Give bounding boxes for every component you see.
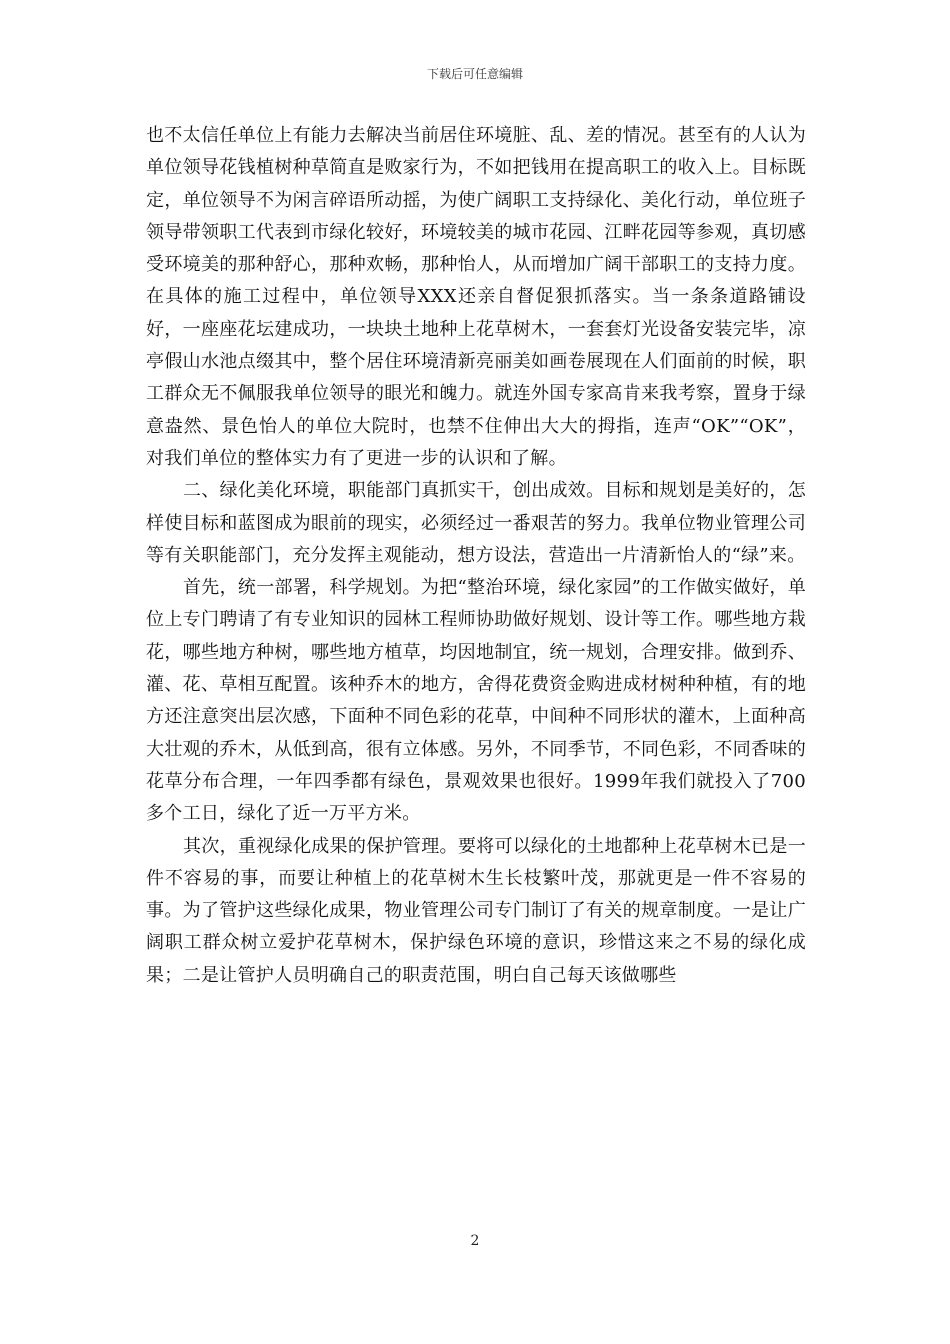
paragraph-3: 首先，统一部署，科学规划。为把“整治环境，绿化家园”的工作做实做好，单位上专门聘请了有专业知识的园林工程师协助做好规划、设计等工作。哪些地方栽花，哪些地方种树，哪些地方植草，均因地制宜，统一规划，合理安排。做到乔、灌、花、草相互配置。该种乔木的地方，舍得花费资金购进成材树种种植，有的地方还注意突出层次感，下面种不同色彩的花草，中间种不同形状的灌木，上面种高大壮观的乔木，从低到高，很有立体感。另外，不同季节，不同色彩，不同香味的花草分布合理，一年四季都有绿色，景观效果也很好。1999年我们就投入了700多个工日，绿化了近一万平方米。	[146, 577, 806, 825]
page-header: 下载后可任意编辑	[426, 67, 523, 81]
paragraph-4: 其次，重视绿化成果的保护管理。要将可以绿化的土地都种上花草树木已是一件不容易的事，而要让种植上的花草树木生长枝繁叶茂，那就更是一件不容易的事。为了管护这些绿化成果，物业管理公司专门制订了有关的规章制度。一是让广阔职工群众树立爱护花草树木，保护绿色环境的意识，珍惜这来之不易的绿化成果；二是让管护人员明确自己的职责范围，明白自己每天该做哪些	[146, 835, 806, 986]
paragraph-1: 也不太信任单位上有能力去解决当前居住环境脏、乱、差的情况。甚至有的人认为单位领导花钱植树种草简直是败家行为，不如把钱用在提高职工的收入上。目标既定，单位领导不为闲言碎语所动摇，为使广阔职工支持绿化、美化行动，单位班子领导带领职工代表到市绿化较好，环境较美的城市花园、江畔花园等参观，真切感受环境美的那种舒心，那种欢畅，那种怡人，从而增加广阔干部职工的支持力度。在具体的施工过程中，单位领导XXX还亲自督促狠抓落实。当一条条道路铺设好，一座座花坛建成功，一块块土地种上花草树木，一套套灯光设备安装完毕，凉亭假山水池点缀其中，整个居住环境清新亮丽美如画卷展现在人们面前的时候，职工群众无不佩服我单位领导的眼光和魄力。就连外国专家高肯来我考察，置身于绿意盎然、景色怡人的单位大院时，也禁不住伸出大大的拇指，连声“OK”“OK”，对我们单位的整体实力有了更进一步的认识和了解。	[146, 125, 806, 469]
page-number: 2	[470, 1233, 480, 1249]
paragraph-2: 二、绿化美化环境，职能部门真抓实干，创出成效。目标和规划是美好的，怎样使目标和蓝图成为眼前的现实，必须经过一番艰苦的努力。我单位物业管理公司等有关职能部门，充分发挥主观能动，想方设法，营造出一片清新怡人的“绿”来。	[146, 480, 806, 566]
document-body	[146, 120, 806, 992]
